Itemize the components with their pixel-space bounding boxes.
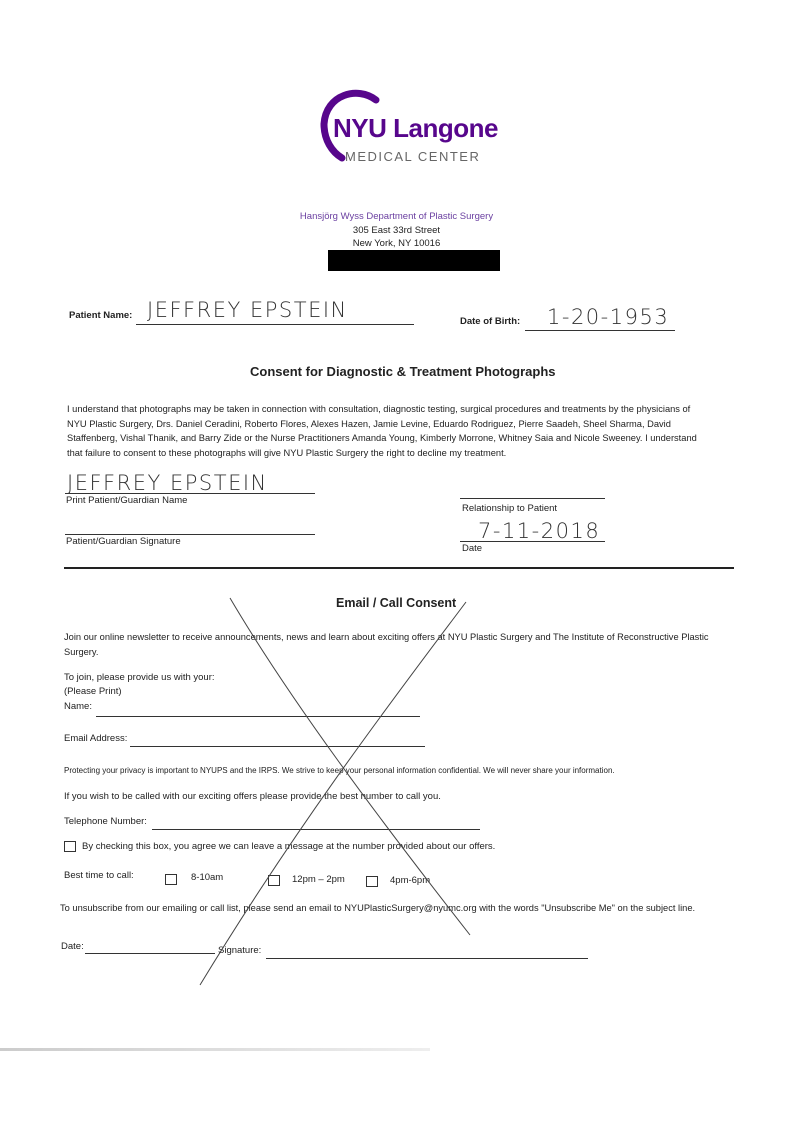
unsubscribe-notice: To unsubscribe from our emailing or call list, please send an email to NYUPlasticSurgery@nyumc.org with the words "Unsubscribe Me" on the subject line. [60, 903, 696, 913]
email-date-label: Date: [61, 941, 84, 952]
newsletter-intro: Join our online newsletter to receive announcements, news and learn about exciting offers at NYU Plastic Surgery and The Institute of Reconstructive Plastic Surgery. [64, 632, 709, 657]
email-signature-label: Signature: [218, 945, 262, 956]
email-consent-title: Email / Call Consent [336, 596, 457, 610]
print-name-value: JEFFREY EPSTEIN [67, 471, 268, 495]
telephone-label: Telephone Number: [64, 816, 147, 827]
signature-line [65, 534, 315, 535]
consent-date-label: Date [462, 543, 483, 554]
print-instruction: (Please Print) [64, 686, 122, 697]
email-date-field[interactable] [85, 953, 215, 954]
relationship-line [460, 498, 605, 499]
email-signature-field[interactable] [266, 958, 588, 959]
leave-message-text: By checking this box, you agree we can leave a message at the number provided about our offers. [82, 841, 496, 852]
logo-title: NYU Langone [333, 113, 498, 143]
consent-date-value: 7-11-2018 [478, 519, 601, 543]
dob-label: Date of Birth: [460, 316, 521, 327]
newsletter-name-field[interactable] [96, 716, 420, 717]
department-name: Hansjörg Wyss Department of Plastic Surgery [299, 211, 494, 222]
consent-title: Consent for Diagnostic & Treatment Photographs [250, 364, 556, 379]
call-intro: If you wish to be called with our exciting offers please provide the best number to call you. [64, 791, 441, 802]
print-name-label: Print Patient/Guardian Name [66, 495, 188, 506]
scan-artifact-line [0, 1048, 430, 1051]
redaction-bar [328, 250, 500, 271]
patient-name-label: Patient Name: [69, 310, 133, 321]
relationship-label: Relationship to Patient [462, 503, 558, 514]
address-street: 305 East 33rd Street [352, 225, 441, 236]
newsletter-name-label: Name: [64, 701, 92, 712]
patient-name-line [136, 324, 414, 325]
dob-line [525, 330, 675, 331]
time-option-label: 12pm – 2pm [292, 874, 345, 885]
email-address-field[interactable] [130, 746, 425, 747]
email-address-label: Email Address: [64, 733, 128, 744]
best-time-label: Best time to call: [64, 870, 134, 881]
section-divider [64, 567, 734, 569]
logo-subtitle: MEDICAL CENTER [345, 149, 481, 164]
telephone-field[interactable] [152, 829, 480, 830]
consent-date-line [460, 541, 605, 542]
time-option-label: 4pm-6pm [390, 875, 431, 886]
consent-paragraph: I understand that photographs may be taken in connection with consultation, diagnostic testing, surgical procedures and treatments by the physicians of NYU Plastic Surgery, Drs. Daniel Ceradini, Roberto Flores, Alexes Hazen, Jamie Levine, Eduardo Rodriguez, Pierre Saadeh, Sheel Sharma, David Staffenberg, Vishal Thanik, and Barry Zide or the Nurse Practitioners Amanda Young, Kimberly Morrone, Whitney Saia and Nicole Sweeney. I understand that failure to consent to these photographs will give NYU Plastic Surgery the right to decline my treatment. [67, 404, 697, 458]
time-option-checkbox[interactable] [268, 875, 280, 886]
time-option-checkbox[interactable] [165, 874, 177, 885]
time-option-checkbox[interactable] [366, 876, 378, 887]
time-option-label: 8-10am [191, 872, 224, 883]
print-name-line [65, 493, 315, 494]
signature-label: Patient/Guardian Signature [66, 536, 181, 547]
privacy-notice: Protecting your privacy is important to NYUPS and the IRPS. We strive to keep your personal information confidential. We will never share your information. [64, 766, 615, 775]
patient-name-value: JEFFREY EPSTEIN [147, 298, 348, 322]
address-city: New York, NY 10016 [352, 238, 441, 249]
join-instruction: To join, please provide us with your: [64, 672, 215, 683]
dob-value: 1-20-1953 [547, 305, 670, 329]
leave-message-checkbox[interactable] [64, 841, 76, 852]
